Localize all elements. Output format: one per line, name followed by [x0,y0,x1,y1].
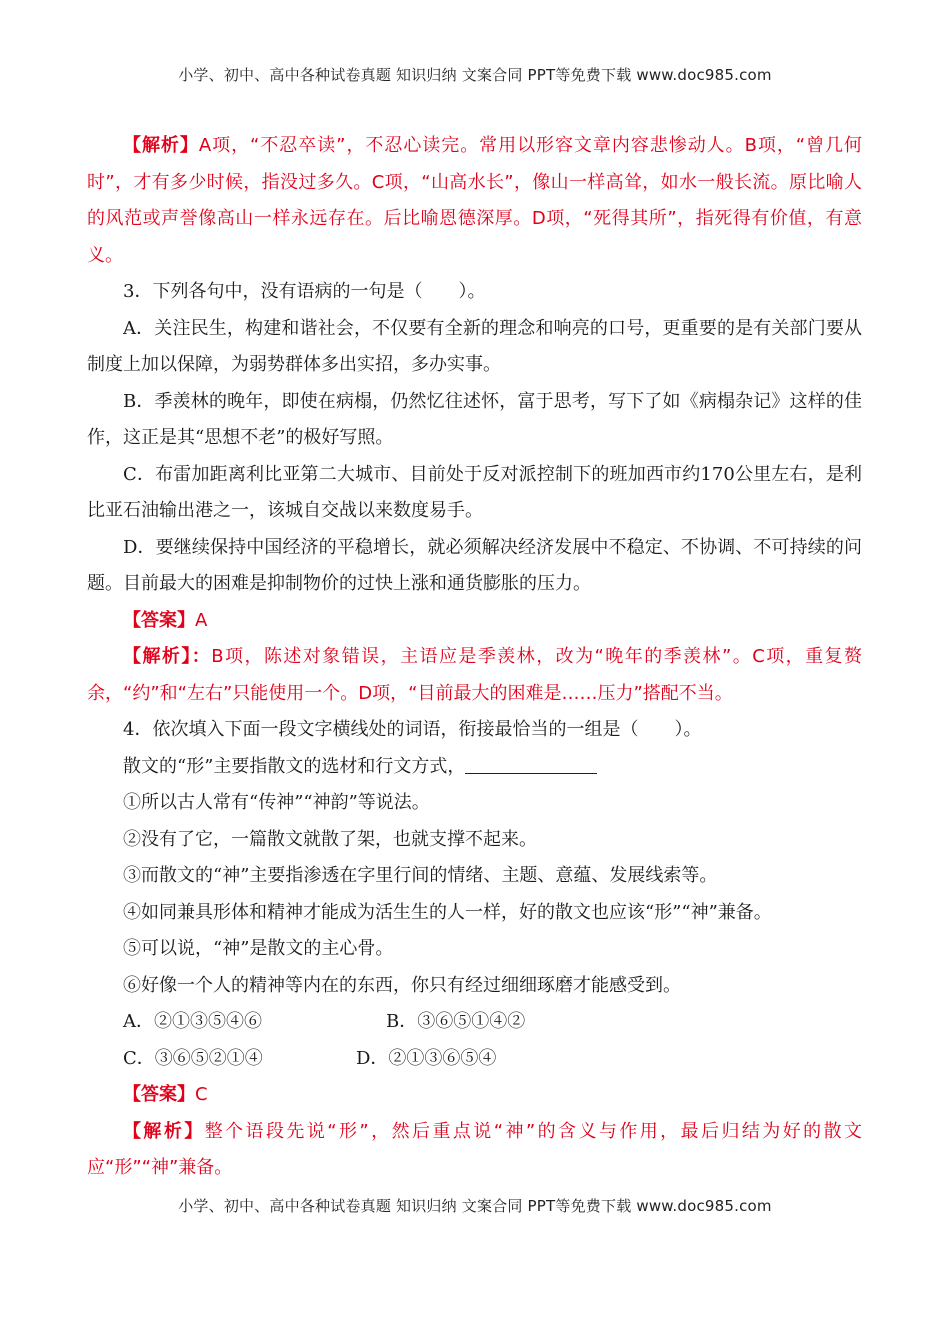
page-header: 小学、初中、高中各种试卷真题 知识归纳 文案合同 PPT等免费下载 www.doc985.com [178,66,772,84]
analysis-label: 【解析】 [123,1120,205,1142]
analysis-label: 【解析】 [123,135,199,156]
q3-analysis [87,639,862,712]
q4-choice-b: B．③⑥⑤①④② [386,1011,526,1032]
analysis-label: 【解析】 [123,646,192,667]
q4-item-2: ②没有了它，一篇散文就散了架，也就支撑不起来。 [123,828,537,850]
q4-choice-a: A．②①③⑤④⑥ [123,1011,262,1032]
q4-passage-text: 散文的“形”主要指散文的选材和行文方式， [123,755,466,777]
q4-item-4: ④如同兼具形体和精神才能成为活生生的人一样，好的散文也应该“形”“神”兼备。 [123,901,772,923]
q3-option-a: A．关注民生，构建和谐社会，不仅要有全新的理念和响亮的口号，更重要的是有关部门要从制度上加以保障，为弱势群体多出实招，多办实事。 [87,317,862,375]
q3-option-b: B．季羡林的晚年，即使在病榻，仍然忆往述怀，富于思考，写下了如《病榻杂记》这样的佳作，这正是其“思想不老”的极好写照。 [87,390,862,448]
q4-answer [87,1077,862,1114]
q3-option-d: D．要继续保持中国经济的平稳增长，就必须解决经济发展中不稳定、不协调、不可持续的问题。目前最大的困难是抑制物价的过快上涨和通货膨胀的压力。 [87,536,862,594]
q4-item-3: ③而散文的“神”主要指渗透在字里行间的情绪、主题、意蕴、发展线索等。 [123,865,718,886]
q4-item-5: ⑤可以说，“神”是散文的主心骨。 [123,938,394,959]
analysis-colon: ： [191,646,212,667]
q4-choice-d: D．②①③⑥⑤④ [356,1047,497,1069]
q3-stem: 3．下列各句中，没有语病的一句是（ ）。 [123,281,486,302]
q2-analysis [87,128,862,274]
page-footer: 小学、初中、高中各种试卷真题 知识归纳 文案合同 PPT等免费下载 www.doc985.com [178,1197,772,1215]
q4-item-1: ①所以古人常有“传神”“神韵”等说法。 [123,792,430,813]
q3-option-c: C．布雷加距离利比亚第二大城市、目前处于反对派控制下的班加西市约170公里左右，是利比亚石油输出港之一，该城自交战以来数度易手。 [87,463,862,521]
answer-label: 【答案】 [123,609,195,631]
q2-analysis-text: A项，“不忍卒读”，不忍心读完。常用以形容文章内容悲惨动人。B项，“曾几何时”，才有多少时候，指没过多久。C项，“山高水长”，像山一样高耸，如水一般长流。原比喻人的风范或声誉像高山一样永远存在。后比喻恩德深厚。D项，“死得其所”，指死得有价值，有意义。 [87,135,863,266]
q4-choices-row-1 [87,1004,862,1041]
q4-choice-c: C．③⑥⑤②①④ [123,1047,263,1069]
q4-passage [87,749,862,786]
q4-item-6: ⑥好像一个人的精神等内在的东西，你只有经过细细琢磨才能感受到。 [123,974,681,996]
q3-analysis-text: B项，陈述对象错误，主语应是季羡林，改为“晚年的季羡林”。C项，重复赘余，“约”和“左右”只能使用一个。D项，“目前最大的困难是……压力”搭配不当。 [87,646,863,704]
fill-blank-line [465,755,597,774]
q4-analysis [87,1114,862,1187]
q4-analysis-text: 整个语段先说“形”，然后重点说“神”的含义与作用，最后归结为好的散文应“形”“神”兼备。 [87,1120,862,1178]
answer-label: 【答案】 [123,1084,195,1105]
q4-choices-row-2 [87,1041,862,1078]
document-body [87,128,862,1187]
q3-answer-value: A [195,609,208,631]
q3-answer [87,603,862,640]
q4-answer-value: C [195,1084,208,1105]
q4-stem: 4．依次填入下面一段文字横线处的词语，衔接最恰当的一组是（ ）。 [123,719,702,740]
